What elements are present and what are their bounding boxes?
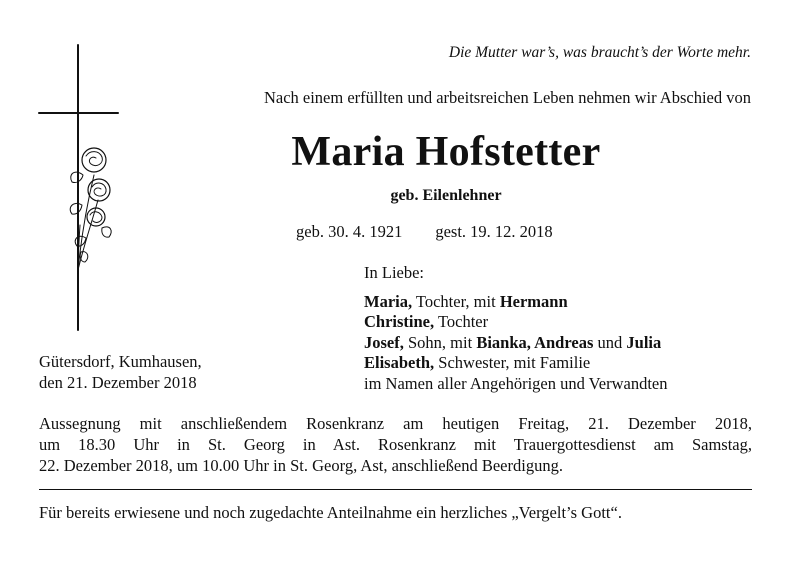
mourner-row: Elisabeth, Schwester, mit Familie xyxy=(364,353,591,372)
mourners-list xyxy=(364,263,668,394)
intro-text: Nach einem erfüllten und arbeitsreichen Leben nehmen wir Abschied von xyxy=(263,88,751,107)
in-love-label: In Liebe: xyxy=(364,263,425,282)
divider xyxy=(39,489,752,490)
mourner-row: im Namen aller Angehörigen und Verwandten xyxy=(364,373,668,393)
notice-date: den 21. Dezember 2018 xyxy=(39,372,197,392)
mourner-row: Christine, Tochter xyxy=(364,312,489,331)
mourner-row: Josef, Sohn, mit Bianka, Andreas und Julia xyxy=(364,332,662,352)
place: Gütersdorf, Kumhausen, xyxy=(39,352,202,371)
deceased-name: Maria Hofstetter xyxy=(291,129,601,175)
birth-date: geb. 30. 4. 1921 xyxy=(296,222,403,241)
mourner-row: Maria, Tochter, mit Hermann xyxy=(364,291,568,311)
birth-name: geb. Eilenlehner xyxy=(390,187,502,204)
thanks-text: Für bereits erwiesene und noch zugedachte Anteilnahme ein herzliches „Vergelt’s Gott“. xyxy=(39,503,622,522)
funeral-line: um 18.30 Uhr in St. Georg in Ast. Rosenkranz mit Trauergottesdienst am Samstag, xyxy=(39,435,752,454)
funeral-line: Aussegnung mit anschließendem Rosenkranz am heutigen Freitag, 21. Dezember 2018, xyxy=(39,414,752,433)
life-dates xyxy=(296,222,553,242)
place-and-date xyxy=(39,352,202,393)
funeral-details xyxy=(39,413,752,476)
death-date: gest. 19. 12. 2018 xyxy=(435,222,553,241)
epigraph-quote: Die Mutter war’s, was braucht’s der Worte mehr. xyxy=(448,44,751,61)
funeral-line: 22. Dezember 2018, um 10.00 Uhr in St. Georg, Ast, anschließend Beerdigung. xyxy=(39,456,563,475)
